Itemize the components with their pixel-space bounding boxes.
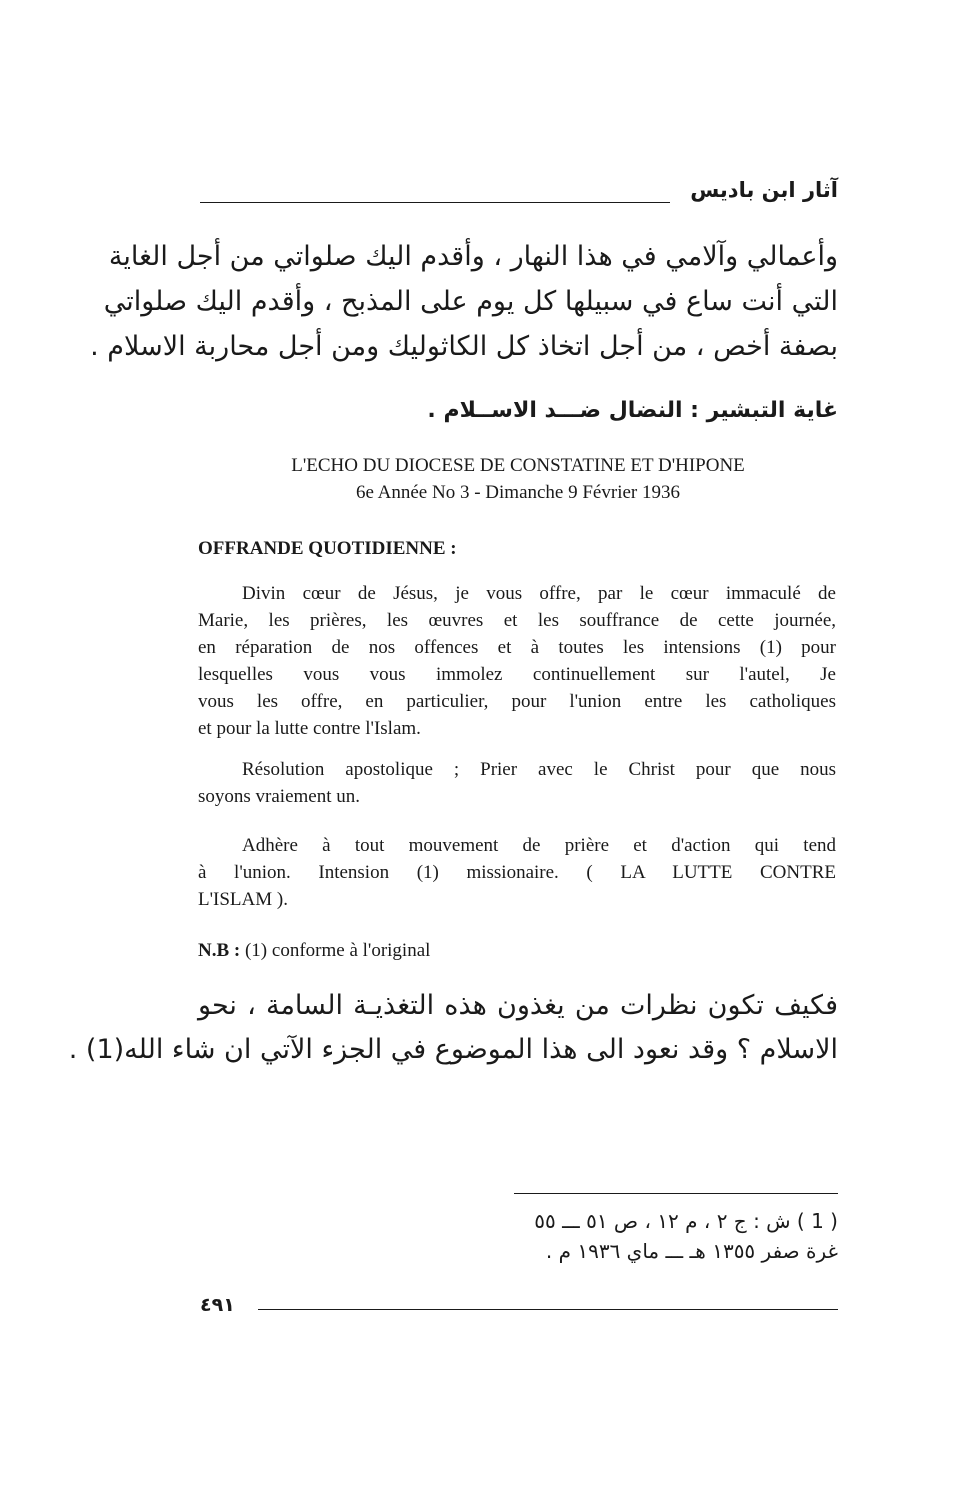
paragraph-line: lesquelles vous vous immolez continuellement sur l'autel, Je [198,664,836,685]
footnote-reference: ( 1 ) ش : ج ٢ ، م ١٢ ، ص ٥١ ـــ ٥٥ [534,1209,838,1233]
arabic-intro-paragraph [90,234,838,369]
arabic-intro-line: التي أنت ساع في سبيلها كل يوم على المذبح ، وأقدم اليك صلواتي [103,286,838,317]
source-issue: 6e Année No 3 - Dimanche 9 Février 1936 [356,482,680,503]
source-citation [198,452,838,506]
paragraph-line: Marie, les prières, les œuvres et les souffrance de cette journée, [198,610,836,631]
arabic-intro-line: بصفة أخص ، من أجل اتخاذ كل الكاثوليك ومن أجل محاربة الاسلام . [90,331,838,362]
page-number: ٤٩١ [200,1294,235,1316]
paragraph-line: vous les offre, en particulier, pour l'union entre les catholiques [198,691,836,712]
paragraph-line: Adhère à tout mouvement de prière et d'action qui tend [242,835,836,856]
footnote [534,1206,838,1266]
book-title: آثار ابن باديس [690,178,838,202]
nb-label: N.B : [198,940,241,961]
paragraph-line: et pour la lutte contre l'Islam. [198,718,421,739]
paragraph-line: en réparation de nos offences et à toutes les intensions (1) pour [198,637,836,658]
arabic-intro-line: وأعمالي وآلامي في هذا النهار ، وأقدم اليك صلواتي من أجل الغاية [108,241,838,272]
arabic-closing-paragraph [68,984,838,1072]
header-rule [200,202,670,203]
footer-rule [258,1309,838,1310]
arabic-section-heading: غاية التبشير : النضال ضـــد الاســلام . [427,398,838,423]
running-header [200,178,838,208]
footnote-rule [514,1193,838,1194]
arabic-closing-line: فكيف تكون نظرات من يغذون هذه التغذيـة السامة ، نحو [198,990,838,1021]
adhesion-paragraph [198,832,836,913]
paragraph-line: Résolution apostolique ; Prier avec le Christ pour que nous [242,759,836,780]
paragraph-line: L'ISLAM ). [198,889,288,910]
paragraph-line: à l'union. Intension (1) missionaire. ( LA LUTTE CONTRE [198,862,836,883]
resolution-paragraph [198,756,836,810]
source-title: L'ECHO DU DIOCESE DE CONSTATINE ET D'HIPONE [291,455,745,476]
page-footer [200,1294,838,1320]
offrande-paragraph [198,580,836,742]
nota-bene [198,940,430,962]
offrande-title: OFFRANDE QUOTIDIENNE : [198,538,457,559]
paragraph-line: Divin cœur de Jésus, je vous offre, par le cœur immaculé de [242,583,836,604]
nb-text: (1) conforme à l'original [244,940,431,961]
footnote-date: غرة صفر ١٣٥٥ هـ ـــ ماي ١٩٣٦ م . [545,1239,838,1263]
paragraph-line: soyons vraiement un. [198,786,361,807]
arabic-closing-line: الاسلام ؟ وقد نعود الى هذا الموضوع في الجزء الآتي ان شاء الله(1) . [68,1034,838,1065]
